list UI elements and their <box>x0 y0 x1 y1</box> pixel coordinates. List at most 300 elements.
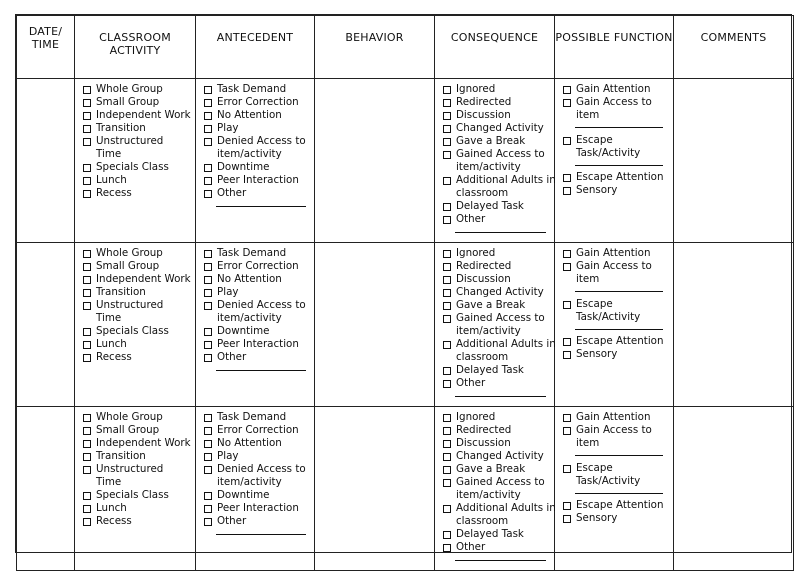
checkbox[interactable] <box>83 427 91 435</box>
option-label: Sensory <box>576 512 618 524</box>
checkbox[interactable] <box>83 177 91 185</box>
checkbox[interactable] <box>204 341 212 349</box>
consequence-option[interactable] <box>443 528 554 541</box>
classroom-activity-option[interactable] <box>83 411 195 424</box>
option-label: Task/Activity <box>576 147 641 159</box>
option-label: Delayed Task <box>456 364 524 376</box>
option-label: Changed Activity <box>456 122 544 134</box>
antecedent-option[interactable] <box>204 273 314 286</box>
option-label: Unstructured <box>96 135 164 147</box>
option-label: Other <box>456 377 486 389</box>
consequence-option[interactable] <box>443 476 554 489</box>
option-label: item/activity <box>456 161 521 173</box>
consequence-list <box>435 79 554 226</box>
classroom-activity-option[interactable] <box>83 299 195 312</box>
checkbox[interactable] <box>204 164 212 172</box>
function-option[interactable] <box>563 83 673 96</box>
option-label: Gain Access to <box>576 96 652 108</box>
header-date-line1: DATE/ <box>28 25 63 38</box>
consequence-option[interactable] <box>443 83 554 96</box>
antecedent-option[interactable] <box>204 260 314 273</box>
option-label: Gain Attention <box>576 83 651 95</box>
checkbox[interactable] <box>83 190 91 198</box>
consequence-option[interactable] <box>443 450 554 463</box>
checkbox[interactable] <box>204 99 212 107</box>
antecedent-option <box>204 148 314 161</box>
checkbox[interactable] <box>563 250 571 258</box>
other-blank-line[interactable] <box>216 200 306 207</box>
option-label: Gained Access to <box>456 476 545 488</box>
option-label: Transition <box>96 450 146 462</box>
classroom-activity-option[interactable] <box>83 273 195 286</box>
date-time-cell[interactable] <box>17 407 75 571</box>
classroom-activity-option[interactable] <box>83 187 195 200</box>
option-label: Gain Attention <box>576 247 651 259</box>
antecedent-option[interactable] <box>204 247 314 260</box>
consequence-option[interactable] <box>443 437 554 450</box>
header-date-line2: TIME <box>31 38 60 51</box>
checkbox[interactable] <box>83 328 91 336</box>
option-label: Discussion <box>456 437 511 449</box>
classroom-activity-option[interactable] <box>83 489 195 502</box>
function-option[interactable] <box>563 298 673 311</box>
checkbox[interactable] <box>204 177 212 185</box>
other-blank-line[interactable] <box>455 554 546 561</box>
classroom-activity-option[interactable] <box>83 338 195 351</box>
checkbox[interactable] <box>83 302 91 310</box>
classroom-activity-option[interactable] <box>83 450 195 463</box>
consequence-list <box>435 243 554 390</box>
antecedent-option[interactable] <box>204 351 314 364</box>
checkbox[interactable] <box>443 427 451 435</box>
function-option[interactable] <box>563 462 673 475</box>
consequence-option[interactable] <box>443 502 554 515</box>
classroom-activity-option[interactable] <box>83 174 195 187</box>
checkbox[interactable] <box>204 289 212 297</box>
option-label: Gained Access to <box>456 148 545 160</box>
classroom-activity-option[interactable] <box>83 502 195 515</box>
option-label: Delayed Task <box>456 528 524 540</box>
option-label: Independent Work <box>96 273 191 285</box>
other-blank-line[interactable] <box>216 364 306 371</box>
option-label: Lunch <box>96 338 127 350</box>
checkbox[interactable] <box>563 187 571 195</box>
function-option[interactable] <box>563 171 673 184</box>
checkbox[interactable] <box>563 263 571 271</box>
option-label: Transition <box>96 122 146 134</box>
header-date-time <box>17 16 75 79</box>
classroom-activity-option[interactable] <box>83 515 195 528</box>
option-label: Whole Group <box>96 247 163 259</box>
checkbox[interactable] <box>204 414 212 422</box>
checkbox[interactable] <box>204 250 212 258</box>
option-label: item/activity <box>217 476 282 488</box>
checkbox[interactable] <box>563 86 571 94</box>
consequence-option <box>443 187 554 200</box>
option-label: Time <box>96 476 122 488</box>
consequence-option[interactable] <box>443 200 554 213</box>
antecedent-list <box>196 79 314 200</box>
option-label: Error Correction <box>217 96 299 108</box>
checkbox[interactable] <box>443 479 451 487</box>
comments-cell[interactable] <box>674 79 794 243</box>
option-label: item <box>576 109 600 121</box>
checkbox[interactable] <box>204 138 212 146</box>
checkbox[interactable] <box>83 289 91 297</box>
option-label: Gain Access to <box>576 424 652 436</box>
checkbox[interactable] <box>204 466 212 474</box>
option-label: Escape Attention <box>576 335 664 347</box>
option-label: Denied Access to <box>217 463 306 475</box>
classroom-activity-option[interactable] <box>83 351 195 364</box>
option-label: Denied Access to <box>217 135 306 147</box>
option-label: No Attention <box>217 273 282 285</box>
consequence-option[interactable] <box>443 213 554 226</box>
entry-row <box>17 243 794 407</box>
option-label: Other <box>456 213 486 225</box>
option-label: Lunch <box>96 174 127 186</box>
option-label: Small Group <box>96 260 160 272</box>
checkbox[interactable] <box>443 302 451 310</box>
checkbox[interactable] <box>443 263 451 271</box>
option-label: Other <box>456 541 486 553</box>
option-label: Downtime <box>217 161 270 173</box>
classroom-activity-option[interactable] <box>83 260 195 273</box>
function-option[interactable] <box>563 512 673 525</box>
function-option[interactable] <box>563 348 673 361</box>
classroom-activity-option <box>83 312 195 325</box>
antecedent-option[interactable] <box>204 450 314 463</box>
consequence-option[interactable] <box>443 463 554 476</box>
checkbox[interactable] <box>83 112 91 120</box>
consequence-option[interactable] <box>443 338 554 351</box>
checkbox[interactable] <box>204 492 212 500</box>
option-label: Ignored <box>456 83 496 95</box>
option-label: Other <box>217 515 247 527</box>
option-label: Small Group <box>96 424 160 436</box>
classroom-activity-cell <box>75 407 196 571</box>
checkbox[interactable] <box>443 203 451 211</box>
other-blank-line[interactable] <box>455 226 546 233</box>
antecedent-option[interactable] <box>204 489 314 502</box>
antecedent-option[interactable] <box>204 286 314 299</box>
header-consequence: CONSEQUENCE <box>435 16 555 79</box>
option-label: Escape Attention <box>576 171 664 183</box>
consequence-option[interactable] <box>443 109 554 122</box>
antecedent-option[interactable] <box>204 463 314 476</box>
checkbox[interactable] <box>443 367 451 375</box>
checkbox[interactable] <box>443 151 451 159</box>
option-label: item <box>576 273 600 285</box>
checkbox[interactable] <box>204 505 212 513</box>
consequence-option[interactable] <box>443 424 554 437</box>
classroom-activity-option[interactable] <box>83 247 195 260</box>
option-label: Additional Adults in <box>456 174 556 186</box>
option-label: Specials Class <box>96 325 169 337</box>
classroom-activity-option[interactable] <box>83 325 195 338</box>
antecedent-option[interactable] <box>204 187 314 200</box>
option-label: Peer Interaction <box>217 338 299 350</box>
option-label: Task Demand <box>217 247 287 259</box>
checkbox[interactable] <box>443 531 451 539</box>
classroom-activity-cell <box>75 243 196 407</box>
antecedent-option[interactable] <box>204 502 314 515</box>
checkbox[interactable] <box>443 414 451 422</box>
checkbox[interactable] <box>443 216 451 224</box>
consequence-option[interactable] <box>443 286 554 299</box>
option-label: Additional Adults in <box>456 338 556 350</box>
abc-table <box>16 15 794 571</box>
checkbox[interactable] <box>83 440 91 448</box>
checkbox[interactable] <box>83 263 91 271</box>
checkbox[interactable] <box>563 465 571 473</box>
checkbox[interactable] <box>83 125 91 133</box>
checkbox[interactable] <box>204 112 212 120</box>
checkbox[interactable] <box>443 466 451 474</box>
checkbox[interactable] <box>204 263 212 271</box>
classroom-activity-option[interactable] <box>83 286 195 299</box>
checkbox[interactable] <box>204 440 212 448</box>
option-label: Recess <box>96 515 132 527</box>
checkbox[interactable] <box>443 341 451 349</box>
checkbox[interactable] <box>204 190 212 198</box>
option-label: Denied Access to <box>217 299 306 311</box>
antecedent-list <box>196 407 314 528</box>
function-option[interactable] <box>563 184 673 197</box>
option-label: Sensory <box>576 184 618 196</box>
header-antecedent: ANTECEDENT <box>196 16 315 79</box>
antecedent-option[interactable] <box>204 174 314 187</box>
option-label: Downtime <box>217 489 270 501</box>
antecedent-option[interactable] <box>204 437 314 450</box>
checkbox[interactable] <box>563 427 571 435</box>
option-label: Ignored <box>456 247 496 259</box>
checkbox[interactable] <box>204 427 212 435</box>
checkbox[interactable] <box>443 112 451 120</box>
function-option[interactable] <box>563 411 673 424</box>
checkbox[interactable] <box>83 414 91 422</box>
option-label: Redirected <box>456 424 512 436</box>
checkbox[interactable] <box>83 276 91 284</box>
checkbox[interactable] <box>83 466 91 474</box>
checkbox[interactable] <box>443 315 451 323</box>
option-label: Small Group <box>96 96 160 108</box>
date-time-cell[interactable] <box>17 79 75 243</box>
checkbox[interactable] <box>83 164 91 172</box>
consequence-option[interactable] <box>443 148 554 161</box>
classroom-activity-option[interactable] <box>83 463 195 476</box>
classroom-activity-list <box>75 407 195 528</box>
comments-cell[interactable] <box>674 407 794 571</box>
checkbox[interactable] <box>204 518 212 526</box>
option-label: Escape Attention <box>576 499 664 511</box>
consequence-option[interactable] <box>443 135 554 148</box>
checkbox[interactable] <box>443 99 451 107</box>
checkbox[interactable] <box>204 125 212 133</box>
function-option[interactable] <box>563 247 673 260</box>
option-label: Gain Attention <box>576 411 651 423</box>
option-label: Additional Adults in <box>456 502 556 514</box>
checkbox[interactable] <box>443 544 451 552</box>
option-label: classroom <box>456 515 509 527</box>
checkbox[interactable] <box>563 301 571 309</box>
classroom-activity-option[interactable] <box>83 424 195 437</box>
consequence-option[interactable] <box>443 247 554 260</box>
possible-function-cell <box>555 243 674 407</box>
checkbox[interactable] <box>563 414 571 422</box>
checkbox[interactable] <box>563 137 571 145</box>
consequence-option[interactable] <box>443 411 554 424</box>
consequence-option[interactable] <box>443 364 554 377</box>
option-label: Time <box>96 148 122 160</box>
antecedent-option[interactable] <box>204 83 314 96</box>
function-option[interactable] <box>563 424 673 437</box>
classroom-activity-option[interactable] <box>83 122 195 135</box>
checkbox[interactable] <box>563 174 571 182</box>
checkbox[interactable] <box>204 86 212 94</box>
function-option[interactable] <box>563 499 673 512</box>
checkbox[interactable] <box>563 351 571 359</box>
option-label: classroom <box>456 351 509 363</box>
option-label: Redirected <box>456 96 512 108</box>
behavior-cell[interactable] <box>315 79 435 243</box>
behavior-cell[interactable] <box>315 407 435 571</box>
consequence-option <box>443 325 554 338</box>
checkbox[interactable] <box>83 341 91 349</box>
antecedent-option[interactable] <box>204 122 314 135</box>
function-option[interactable] <box>563 96 673 109</box>
checkbox[interactable] <box>443 380 451 388</box>
checkbox[interactable] <box>83 138 91 146</box>
consequence-option[interactable] <box>443 260 554 273</box>
consequence-option[interactable] <box>443 541 554 554</box>
checkbox[interactable] <box>563 99 571 107</box>
antecedent-option[interactable] <box>204 96 314 109</box>
antecedent-option[interactable] <box>204 411 314 424</box>
checkbox[interactable] <box>204 453 212 461</box>
header-comments: COMMENTS <box>674 16 794 79</box>
option-label: Gave a Break <box>456 299 526 311</box>
option-label: Specials Class <box>96 489 169 501</box>
classroom-activity-option[interactable] <box>83 135 195 148</box>
consequence-option[interactable] <box>443 273 554 286</box>
checkbox[interactable] <box>563 338 571 346</box>
checkbox[interactable] <box>443 276 451 284</box>
checkbox[interactable] <box>204 354 212 362</box>
behavior-cell[interactable] <box>315 243 435 407</box>
function-list <box>555 79 673 197</box>
checkbox[interactable] <box>443 86 451 94</box>
antecedent-option[interactable] <box>204 135 314 148</box>
antecedent-option[interactable] <box>204 424 314 437</box>
function-option-cont <box>563 311 673 324</box>
consequence-option[interactable] <box>443 96 554 109</box>
option-label: classroom <box>456 187 509 199</box>
option-label: Play <box>217 122 239 134</box>
checkbox[interactable] <box>83 453 91 461</box>
checkbox[interactable] <box>204 328 212 336</box>
checkbox[interactable] <box>443 138 451 146</box>
antecedent-option[interactable] <box>204 338 314 351</box>
consequence-option[interactable] <box>443 122 554 135</box>
checkbox[interactable] <box>83 492 91 500</box>
option-label: No Attention <box>217 437 282 449</box>
checkbox[interactable] <box>443 250 451 258</box>
option-label: item/activity <box>217 148 282 160</box>
checkbox[interactable] <box>83 505 91 513</box>
consequence-option[interactable] <box>443 377 554 390</box>
date-time-cell[interactable] <box>17 243 75 407</box>
classroom-activity-list <box>75 243 195 364</box>
checkbox[interactable] <box>443 440 451 448</box>
abc-data-sheet <box>15 14 792 553</box>
classroom-activity-option[interactable] <box>83 161 195 174</box>
antecedent-option <box>204 476 314 489</box>
consequence-option[interactable] <box>443 299 554 312</box>
classroom-activity-option[interactable] <box>83 83 195 96</box>
option-label: Gave a Break <box>456 463 526 475</box>
checkbox[interactable] <box>563 502 571 510</box>
comments-cell[interactable] <box>674 243 794 407</box>
antecedent-cell <box>196 79 315 243</box>
antecedent-option[interactable] <box>204 161 314 174</box>
checkbox[interactable] <box>83 86 91 94</box>
classroom-activity-option[interactable] <box>83 437 195 450</box>
function-option[interactable] <box>563 260 673 273</box>
classroom-activity-option[interactable] <box>83 109 195 122</box>
classroom-activity-option[interactable] <box>83 96 195 109</box>
option-label: item/activity <box>456 489 521 501</box>
consequence-option[interactable] <box>443 312 554 325</box>
function-option[interactable] <box>563 335 673 348</box>
option-label: Whole Group <box>96 83 163 95</box>
function-list <box>555 407 673 525</box>
checkbox[interactable] <box>83 99 91 107</box>
antecedent-option[interactable] <box>204 299 314 312</box>
function-option[interactable] <box>563 134 673 147</box>
checkbox[interactable] <box>83 250 91 258</box>
checkbox[interactable] <box>83 518 91 526</box>
checkbox[interactable] <box>443 453 451 461</box>
other-blank-line[interactable] <box>455 390 546 397</box>
antecedent-option[interactable] <box>204 325 314 338</box>
checkbox[interactable] <box>204 302 212 310</box>
checkbox[interactable] <box>83 354 91 362</box>
checkbox[interactable] <box>443 177 451 185</box>
antecedent-cell <box>196 407 315 571</box>
antecedent-option[interactable] <box>204 515 314 528</box>
option-label: Discussion <box>456 273 511 285</box>
option-label: Recess <box>96 351 132 363</box>
checkbox[interactable] <box>204 276 212 284</box>
option-label: Escape <box>576 134 613 146</box>
option-label: Gain Access to <box>576 260 652 272</box>
option-label: No Attention <box>217 109 282 121</box>
checkbox[interactable] <box>443 289 451 297</box>
checkbox[interactable] <box>443 125 451 133</box>
consequence-option[interactable] <box>443 174 554 187</box>
checkbox[interactable] <box>563 515 571 523</box>
antecedent-option[interactable] <box>204 109 314 122</box>
other-blank-line[interactable] <box>216 528 306 535</box>
option-label: Peer Interaction <box>217 502 299 514</box>
option-label: Transition <box>96 286 146 298</box>
option-label: Delayed Task <box>456 200 524 212</box>
checkbox[interactable] <box>443 505 451 513</box>
option-label: Task/Activity <box>576 475 641 487</box>
option-label: Error Correction <box>217 424 299 436</box>
consequence-cell <box>435 79 555 243</box>
